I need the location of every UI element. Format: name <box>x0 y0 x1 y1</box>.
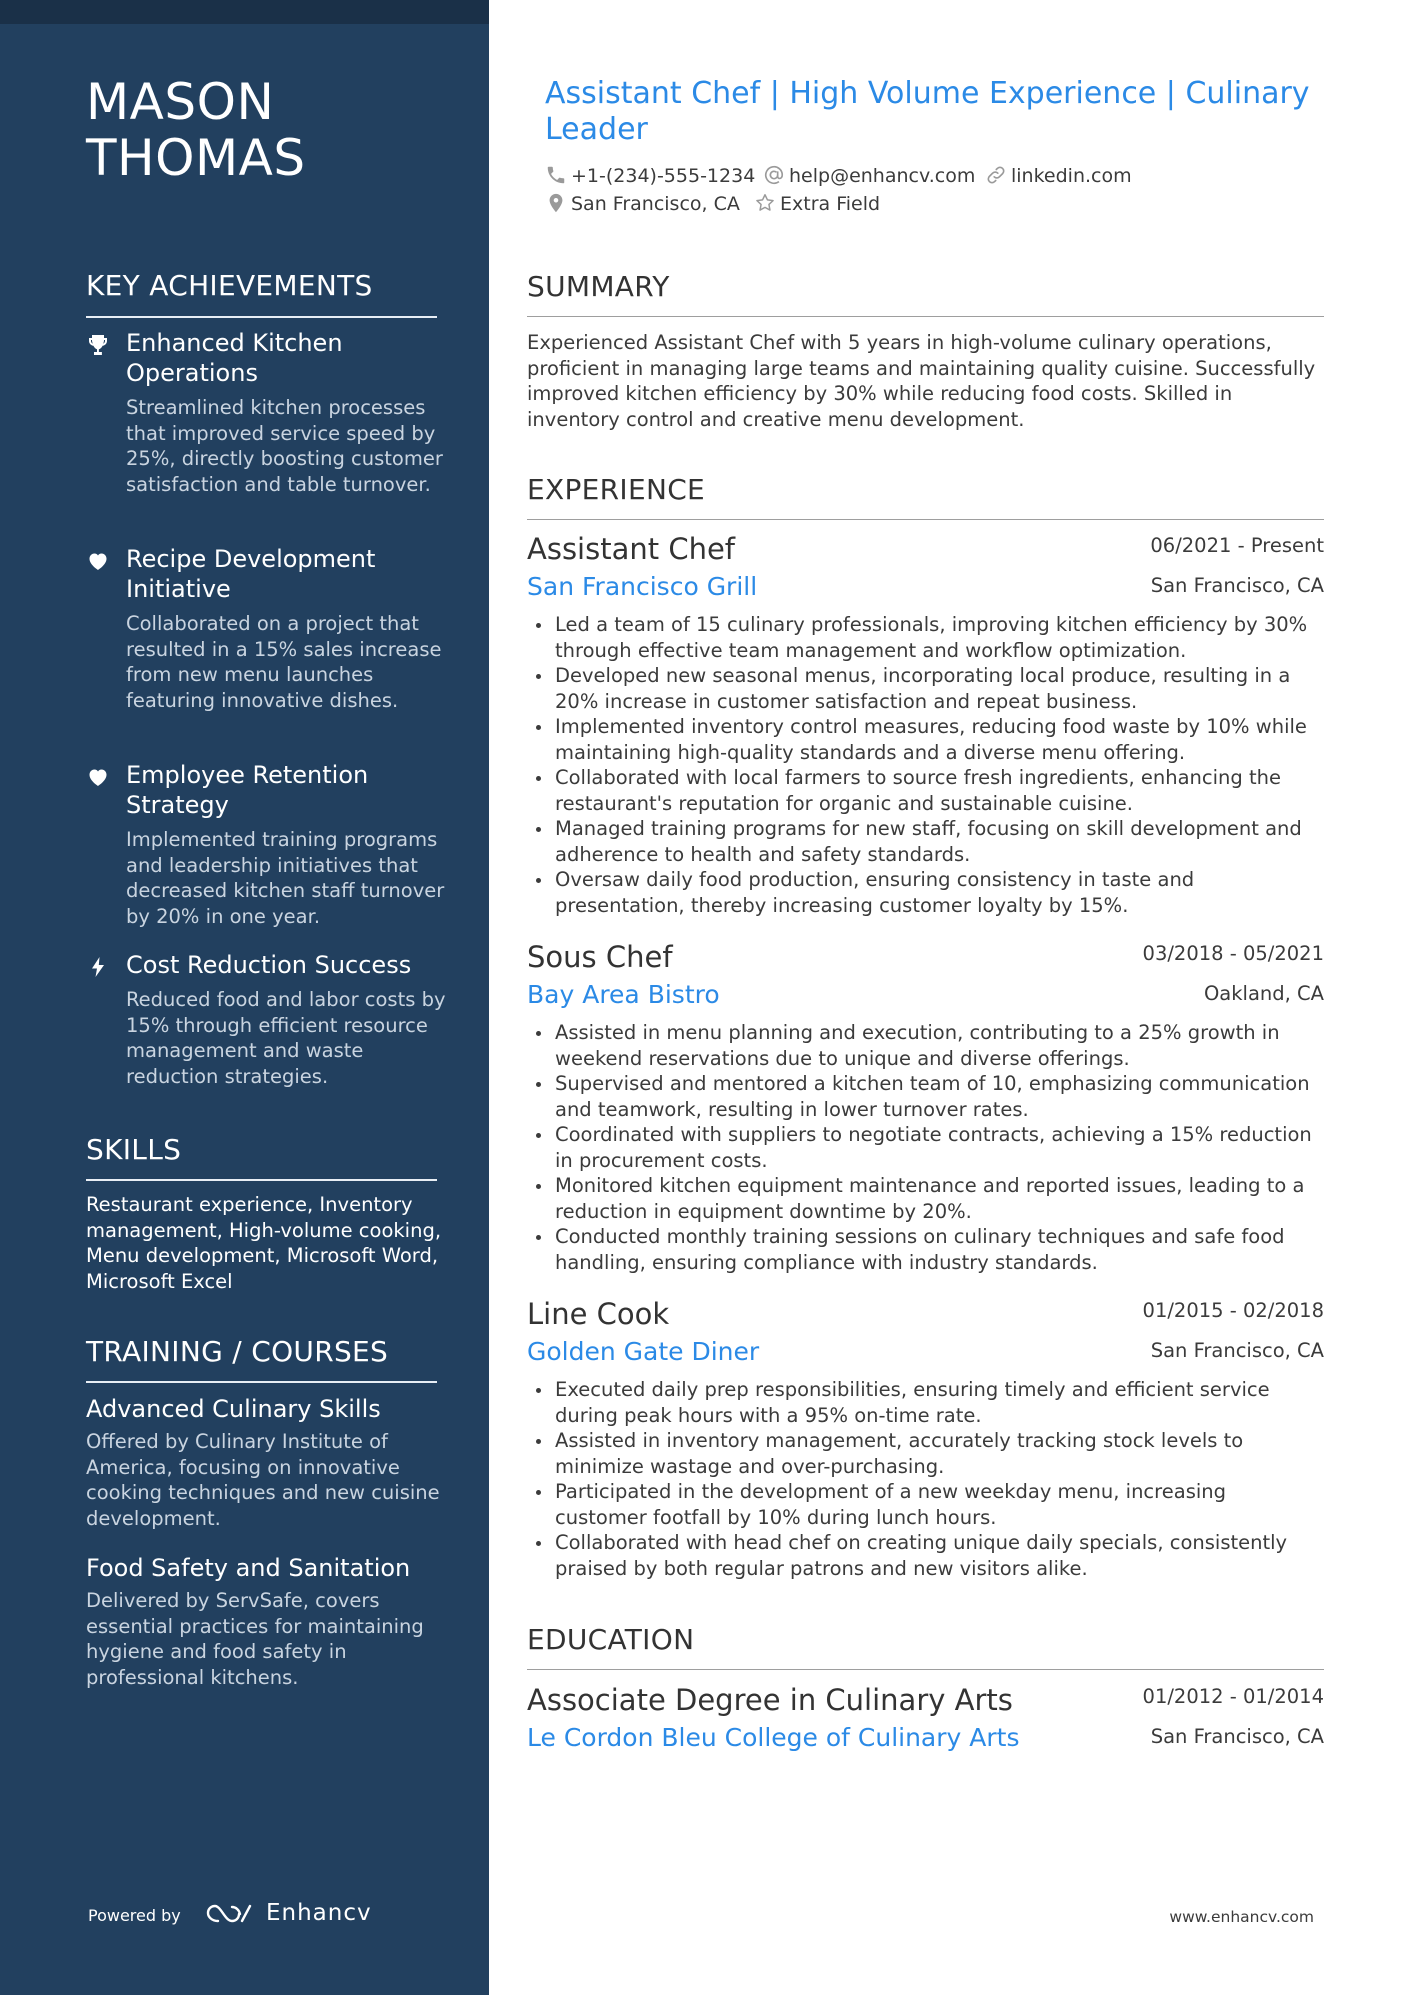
job-dates: 03/2018 - 05/2021 <box>1142 942 1324 965</box>
skills-title: SKILLS <box>86 1133 182 1166</box>
key-achievements-title: KEY ACHIEVEMENTS <box>86 269 373 302</box>
job-bullet: Monitored kitchen equipment maintenance and reported issues, leading to a reduction in equipment downtime by 20%. <box>527 1173 1324 1224</box>
training-courses-title: TRAINING / COURSES <box>86 1335 389 1368</box>
achievement-description: Collaborated on a project that resulted in a 15% sales increase from new menu launches featuring innovative dishes. <box>126 612 442 712</box>
extra-field: Extra Field <box>780 193 881 215</box>
school-name[interactable]: Le Cordon Bleu College of Culinary Arts <box>527 1723 1020 1752</box>
star-icon <box>754 192 776 214</box>
phone-number: +1-(234)-555-1234 <box>571 165 756 187</box>
job-dates: 06/2021 - Present <box>1150 534 1324 557</box>
heart-icon <box>86 549 110 573</box>
job-bullet: Executed daily prep responsibilities, ensuring timely and efficient service during peak hours with a 95% on-time rate. <box>527 1377 1324 1428</box>
contact-link[interactable] <box>985 164 1132 188</box>
trophy-icon <box>86 333 110 357</box>
achievement-description: Streamlined kitchen processes that improved service speed by 25%, directly boosting customer satisfaction and table turnover. <box>126 396 443 496</box>
job-title: Line Cook <box>527 1297 670 1331</box>
job-location: Oakland, CA <box>1203 982 1324 1005</box>
sidebar-top-bar <box>0 0 489 24</box>
job-bullet: Supervised and mentored a kitchen team of 10, emphasizing communication and teamwork, resulting in lower turnover rates. <box>527 1071 1324 1122</box>
enhancv-logo-icon <box>206 1901 254 1927</box>
powered-by-label: Powered by <box>88 1906 181 1925</box>
location-text: San Francisco, CA <box>571 193 740 215</box>
achievement-title: Recipe Development Initiative <box>126 545 376 603</box>
job-title: Sous Chef <box>527 940 673 974</box>
degree-title: Associate Degree in Culinary Arts <box>527 1683 1013 1717</box>
achievement-description: Implemented training programs and leadership initiatives that decreased kitchen staff turnover by 20% in one year. <box>126 828 445 928</box>
course-description: Offered by Culinary Institute of America, focusing on innovative cooking techniques and new cuisine development. <box>86 1430 440 1530</box>
job-bullet: Implemented inventory control measures, reducing food waste by 10% while maintaining high-quality standards and a diverse menu offering. <box>527 714 1324 765</box>
link-icon <box>985 164 1007 186</box>
job-bullets <box>527 1020 1324 1275</box>
footer-website[interactable]: www.enhancv.com <box>1169 1908 1314 1926</box>
job-bullet: Assisted in menu planning and execution, contributing to a 25% growth in weekend reservations due to unique and diverse offerings. <box>527 1020 1324 1071</box>
job-bullet: Assisted in inventory management, accurately tracking stock levels to minimize wastage and over-purchasing. <box>527 1428 1324 1479</box>
company-name[interactable]: Golden Gate Diner <box>527 1337 760 1366</box>
course-title: Advanced Culinary Skills <box>86 1395 381 1423</box>
divider <box>527 519 1324 520</box>
job-dates: 01/2015 - 02/2018 <box>1142 1299 1324 1322</box>
contact-location <box>545 192 740 216</box>
education-entry <box>527 1681 1324 1761</box>
job-bullet: Managed training programs for new staff, focusing on skill development and adherence to health and safety standards. <box>527 816 1324 867</box>
job-bullets <box>527 1377 1324 1581</box>
achievement-item <box>86 544 446 713</box>
job-location: San Francisco, CA <box>1150 1339 1324 1362</box>
divider <box>86 316 437 318</box>
job-bullet: Led a team of 15 culinary professionals, improving kitchen efficiency by 30% through effective team management and workflow optimization. <box>527 612 1324 663</box>
achievement-item <box>86 328 446 497</box>
education-location: San Francisco, CA <box>1150 1725 1324 1748</box>
divider <box>86 1381 437 1383</box>
job-location: San Francisco, CA <box>1150 574 1324 597</box>
job-entry <box>527 938 1324 1275</box>
job-bullet: Collaborated with head chef on creating unique daily specials, consistently praised by both regular patrons and new visitors alike. <box>527 1530 1324 1581</box>
at-icon <box>763 164 785 186</box>
summary-title: SUMMARY <box>527 270 670 303</box>
skills-list: Restaurant experience, Inventory management, High-volume cooking, Menu development, Microsoft Word, Microsoft Excel <box>86 1193 442 1293</box>
sidebar <box>0 0 489 1995</box>
achievement-title: Employee Retention Strategy <box>126 761 369 819</box>
job-bullet: Coordinated with suppliers to negotiate contracts, achieving a 15% reduction in procurement costs. <box>527 1122 1324 1173</box>
contact-email[interactable] <box>763 164 975 188</box>
experience-title: EXPERIENCE <box>527 473 706 506</box>
achievement-title: Enhanced Kitchen Operations <box>126 329 343 387</box>
course-item <box>86 1553 446 1690</box>
divider <box>86 1179 437 1181</box>
job-bullets <box>527 612 1324 918</box>
heart-icon <box>86 765 110 789</box>
job-title: Assistant Chef <box>527 532 736 566</box>
summary-text: Experienced Assistant Chef with 5 years in high-volume culinary operations, proficient in managing large teams and maintaining quality cuisine. Successfully improved kitchen efficiency by 30% while reducing food costs. Skilled in inventory control and creative menu development. <box>527 331 1316 431</box>
course-description: Delivered by ServSafe, covers essential practices for maintaining hygiene and food safety in professional kitchens. <box>86 1589 424 1689</box>
achievement-item <box>86 760 446 929</box>
divider <box>527 316 1324 317</box>
divider <box>527 1669 1324 1670</box>
job-entry <box>527 530 1324 918</box>
course-title: Food Safety and Sanitation <box>86 1554 411 1582</box>
company-name[interactable]: San Francisco Grill <box>527 572 758 601</box>
course-item <box>86 1394 446 1531</box>
lightning-icon <box>86 955 110 979</box>
email-address: help@enhancv.com <box>789 165 976 187</box>
education-dates: 01/2012 - 01/2014 <box>1142 1685 1324 1708</box>
contact-phone[interactable] <box>545 164 755 188</box>
achievement-title: Cost Reduction Success <box>126 951 412 979</box>
company-name[interactable]: Bay Area Bistro <box>527 980 720 1009</box>
phone-icon <box>545 164 567 186</box>
location-pin-icon <box>545 192 567 214</box>
person-name: MASON THOMAS <box>86 73 306 187</box>
enhancv-brand[interactable]: Enhancv <box>266 1900 372 1926</box>
job-entry <box>527 1295 1324 1581</box>
contact-extra <box>754 192 880 216</box>
job-bullet: Collaborated with local farmers to source fresh ingredients, enhancing the restaurant's reputation for organic and sustainable cuisine. <box>527 765 1324 816</box>
achievement-description: Reduced food and labor costs by 15% through efficient resource management and waste reduction strategies. <box>126 988 446 1088</box>
job-bullet: Developed new seasonal menus, incorporating local produce, resulting in a 20% increase in customer satisfaction and repeat business. <box>527 663 1324 714</box>
education-title: EDUCATION <box>527 1623 695 1656</box>
achievement-item <box>86 950 446 1089</box>
headline: Assistant Chef | High Volume Experience | Culinary Leader <box>545 76 1310 147</box>
linkedin-link: linkedin.com <box>1011 165 1132 187</box>
job-bullet: Conducted monthly training sessions on culinary techniques and safe food handling, ensuring compliance with industry standards. <box>527 1224 1324 1275</box>
job-bullet: Participated in the development of a new weekday menu, increasing customer footfall by 10% during lunch hours. <box>527 1479 1324 1530</box>
job-bullet: Oversaw daily food production, ensuring consistency in taste and presentation, thereby increasing customer loyalty by 15%. <box>527 867 1324 918</box>
